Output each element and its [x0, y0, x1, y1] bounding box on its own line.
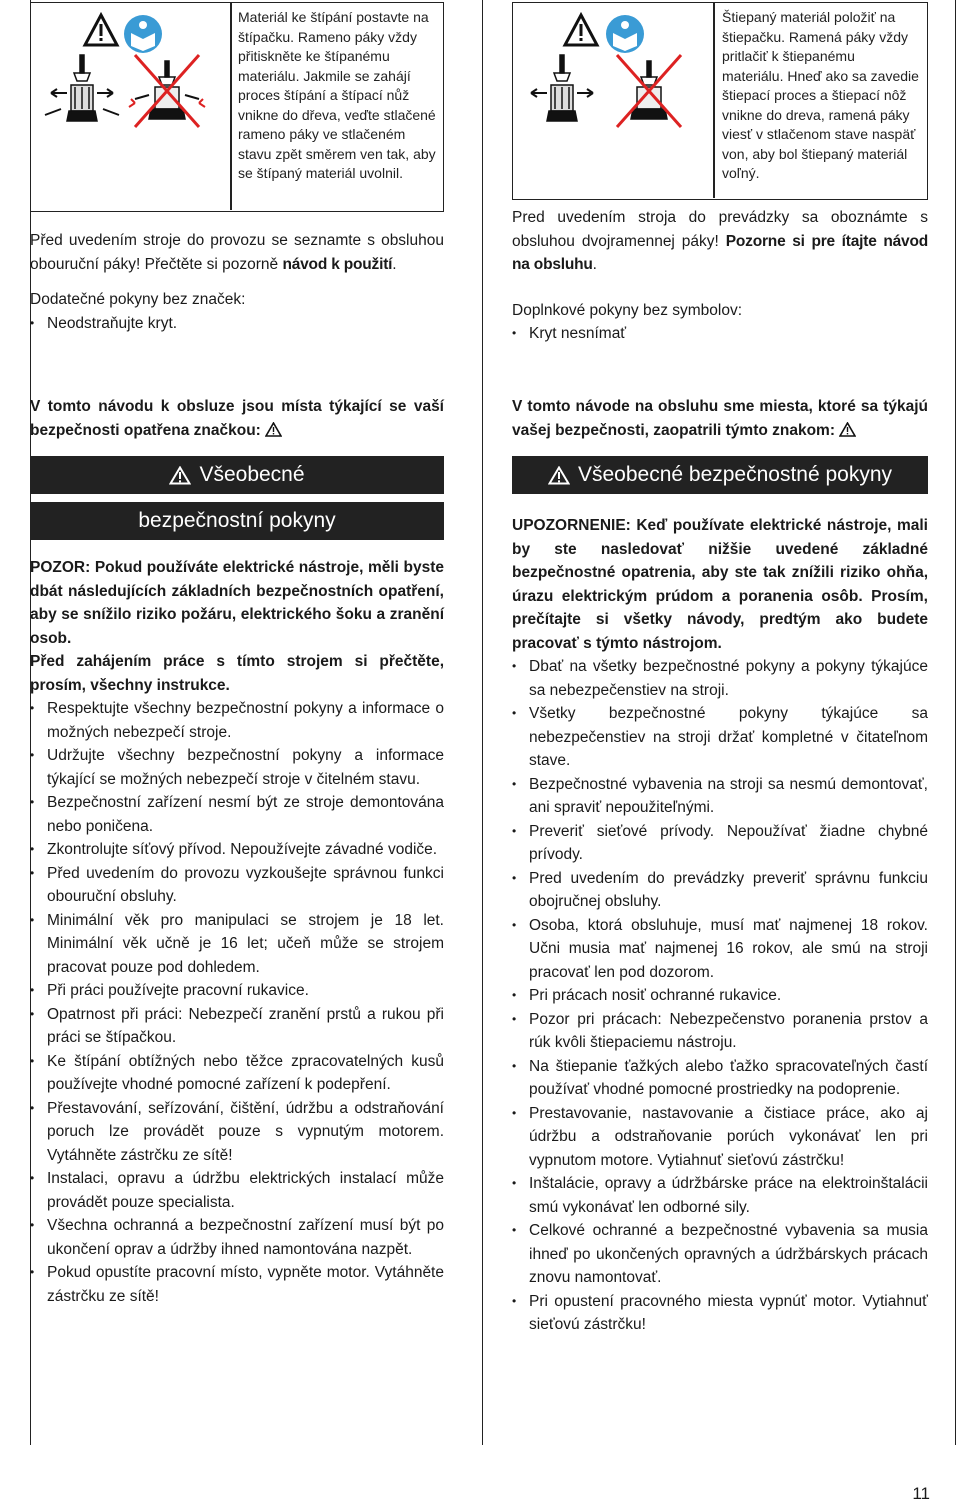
list-item: • Udržujte všechny bezpečnostní pokyny a informace týkající se možných nebezpečí stroje v čitelném stavu.: [30, 744, 444, 791]
left-safety-section: [30, 395, 444, 1308]
left-heading-line1: Všeobecné: [199, 463, 305, 486]
right-warning: UPOZORNENIE: Keď používate elektrické nástroje, mali by ste nasledovať nižšie uvedené základné bezpečnostné opatrenia, aby ste tak znížili riziko ohňa, úrazu elektrickým prúdom a poranenia osôb. Prosím, prečítajte si všetky návody, predtým ako budete pracovať s týmto nástrojom.: [512, 517, 928, 652]
list-item: • Pokud opustíte pracovní místo, vypněte motor. Vytáhněte zástrčku ze sítě!: [30, 1261, 444, 1308]
list-item: • Dbať na všetky bezpečnostné pokyny a pokyny týkajúce sa nebezpečenstiev na stroji.: [512, 655, 928, 702]
right-intro-block: [512, 206, 928, 346]
left-extra-list: [30, 312, 444, 336]
right-symbol-note: V tomto návode na obsluhu sme miesta, ktoré sa týkajú vašej bezpečnosti, zaopatrili týmto znakom:: [512, 398, 928, 439]
left-instruction-box: [30, 2, 444, 212]
list-item: • Neodstraňujte kryt.: [30, 312, 444, 336]
list-item: • Přestavování, seřízování, čištění, údržbu a odstraňování poruch lze provádět pouze s vypnutým motorem. Vytáhněte zástrčku ze sítě!: [30, 1097, 444, 1168]
left-heading-bar-2: [30, 502, 444, 540]
right-safety-list: [512, 655, 928, 1337]
warning-triangle-icon: [85, 15, 117, 45]
right-margin-rule: [955, 0, 956, 1445]
list-item: • Pozor pri prácach: Nebezpečenstvo poranenia prstov a rúk kvôli štiepaciemu nástroju.: [512, 1008, 928, 1055]
read-manual-icon: [606, 15, 644, 53]
list-item: • Pred uvedením do prevádzky preveriť správnu funkciu obojručnej obsluhy.: [512, 867, 928, 914]
right-extra-list: [512, 322, 928, 346]
right-heading: Všeobecné bezpečnostné pokyny: [577, 463, 893, 486]
warning-triangle-icon: [839, 422, 856, 437]
left-box-divider: [230, 3, 232, 210]
right-extra-heading: Doplnkové pokyny bez symbolov:: [512, 301, 743, 319]
right-instruction-box: [512, 2, 928, 200]
list-item: • Bezpečnostné vybavenia na stroji sa nesmú demontovať, ani spraviť nepoužiteľnými.: [512, 773, 928, 820]
list-item: • Všechna ochranná a bezpečnostní zařízení musí být po ukončení oprav a údržby ihned namontována nazpět.: [30, 1214, 444, 1261]
list-item: • Všetky bezpečnostné pokyny týkajúce sa nebezpečenstiev na stroji držať kompletné v čitateľnom stave.: [512, 702, 928, 773]
left-intro: Před uvedením stroje do provozu se seznamte s obsluhou obouruční páky! Přečtěte si pozorně návod k použití.: [30, 232, 444, 273]
list-item: • Celkové ochranné a bezpečnostné vybavenia sa musia ihneď po ukončených opravných a údržbárskych prácach znovu namontovať.: [512, 1219, 928, 1290]
warning-triangle-icon: [548, 466, 570, 485]
warning-triangle-icon: [169, 466, 191, 485]
left-read-all: Před zahájením práce s tímto strojem si přečtěte, prosím, všechny instrukce.: [30, 653, 444, 694]
list-item: • Bezpečnostní zařízení nesmí být ze stroje demontována nebo poničena.: [30, 791, 444, 838]
left-safety-list: [30, 697, 444, 1308]
splitter-correct-icon: [531, 55, 593, 121]
list-item: • Pri opustení pracovného miesta vypnúť motor. Vytiahnuť sieťovú zástrčku!: [512, 1290, 928, 1337]
splitter-wrong-icon: [129, 55, 205, 127]
list-item: • Ke štípání obtížných nebo těžce zpracovatelných kusů používejte vhodné pomocné zařízení k podepření.: [30, 1050, 444, 1097]
center-rule: [482, 0, 483, 1445]
splitter-wrong-icon: [617, 55, 681, 127]
list-item: • Opatrnost při práci: Nebezpečí zranění prstů a rukou při práci se štípačkou.: [30, 1003, 444, 1050]
right-intro: Pred uvedením stroja do prevádzky sa oboznámte s obsluhou dvojramennej páky! Pozorne si pre ítajte návod na obsluhu.: [512, 209, 928, 273]
right-safety-section: [512, 395, 928, 1337]
list-item: • Na štiepanie ťažkých alebo ťažko spracovateľných častí používať vhodné pomocné prostriedky na podopreni​e.: [512, 1055, 928, 1102]
left-instruction-icons: [31, 3, 231, 203]
right-instruction-icons: [513, 3, 713, 198]
splitter-correct-icon: [45, 55, 119, 121]
read-manual-icon: [124, 15, 162, 53]
list-item: • Pri prácach nosiť ochranné rukavice.: [512, 984, 928, 1008]
list-item: • Instalaci, opravu a údržbu elektrických instalací může provádět pouze specialista.: [30, 1167, 444, 1214]
right-intro-manual: Pozorne si pre ítajte návod na obsluhu: [512, 232, 928, 273]
list-item: • Při práci používejte pracovní rukavice.: [30, 979, 444, 1003]
list-item: • Minimální věk pro manipulaci se strojem je 18 let. Minimální věk učně je 16 let; učeň může se strojem pracovat pouze pod dohledem.: [30, 909, 444, 980]
left-warning: POZOR: Pokud používáte elektrické nástroje, měli byste dbát následujících základních bezpečnostních opatření, aby se snížilo riziko požáru, elektrického šoku a zranění osob.: [30, 559, 444, 647]
list-item: • Preveriť sieťové prívody. Nepoužívať žiadne chybné prívody.: [512, 820, 928, 867]
right-heading-bar: [512, 456, 928, 494]
right-box-divider: [713, 3, 715, 198]
list-item: • Prestavovanie, nastavovanie a čistiace práce, ako aj údržbu a odstraňovanie porúch vykonávať len pri vypnutom motore. Vytiahnuť sieťovú zástrčku!: [512, 1102, 928, 1173]
left-symbol-note: V tomto návodu k obsluze jsou místa týkající se vaší bezpečnosti opatřena značkou:: [30, 398, 444, 439]
left-box-text: Materiál ke štípání postavte na štípačku. Rameno páky vždy přitiskněte ke štípanému materiálu. Jakmile se zahájí proces štípání a štípací nůž vnikne do dřeva, veďte stlačené rameno páky ve stlačeném stavu zpět směrem ven tak, aby se štípaný materiál uvolnil.: [238, 9, 436, 181]
list-item: • Respektujte všechny bezpečnostní pokyny a informace o možných nebezpečí stroje.: [30, 697, 444, 744]
left-intro-block: [30, 229, 444, 335]
list-item: • Kryt nesnímať: [512, 322, 928, 346]
warning-triangle-icon: [265, 422, 282, 437]
page-number: 11: [912, 1484, 930, 1503]
left-heading-bar-1: [30, 456, 444, 494]
left-intro-manual: návod k použití: [282, 255, 393, 273]
left-extra-heading: Dodatečné pokyny bez značek:: [30, 291, 246, 308]
warning-triangle-icon: [565, 15, 597, 45]
right-box-text: Štiepaný materiál položiť na štiepačku. Ramená páky vždy pritlačiť k štiepanému materiálu. Hneď ako sa zavedie štiepací proces a štiepací nôž vnikne do dreva, ramená páky viesť v stlačenom stave naspäť von, aby bol štiepaný materiál voľný.: [722, 9, 919, 181]
list-item: • Zkontrolujte síťový přívod. Nepoužívejte závadné vodiče.: [30, 838, 444, 862]
list-item: • Osoba, ktorá obsluhuje, musí mať najmenej 18 rokov. Učni musia mať najmenej 16 rokov, ale smú na stroji pracovať len pod dozorom.: [512, 914, 928, 985]
left-heading-line2: bezpečnostní pokyny: [138, 509, 336, 532]
list-item: • Před uvedením do provozu vyzkoušejte správnou funkci obouruční obsluhy.: [30, 862, 444, 909]
list-item: • Inštalácie, opravy a údržbárske práce na elektroinštalácii smú vykonávať len odborné sily.: [512, 1172, 928, 1219]
